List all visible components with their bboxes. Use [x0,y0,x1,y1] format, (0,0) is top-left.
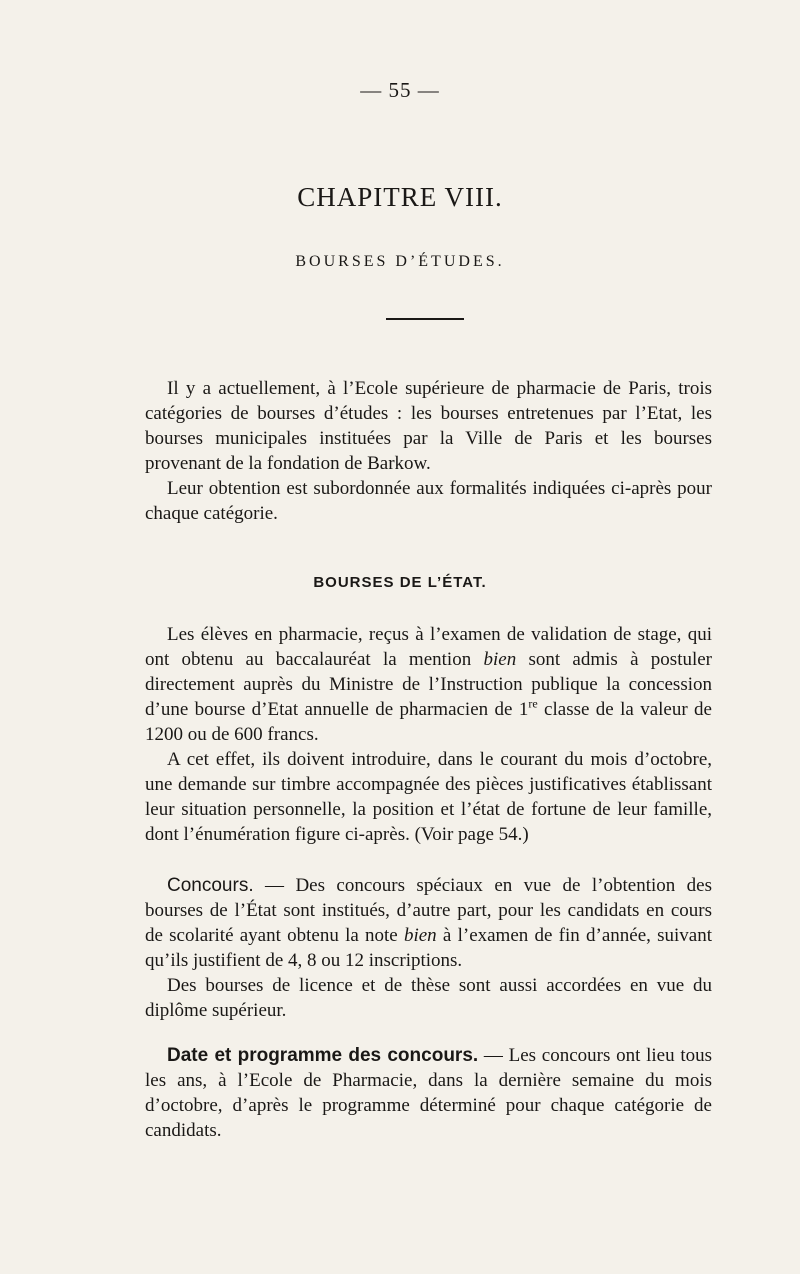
section-heading-bourses-etat: BOURSES DE L’ÉTAT. [313,574,487,591]
date-programme-section [145,1043,712,1143]
concours-p1-text-a: Des concours spéciaux en vue de l’obtention des bourses de l’État sont institués, d’autre part, pour les candidats en cours de scolarité ayant obtenu la note [145,875,712,946]
etat-paragraph-1 [145,622,712,747]
date-programme-run-in-heading: Date et programme des concours. [167,1045,479,1066]
etat-p1-text-b: sont admis à postuler directement auprès du Ministre de l’Instruction publique la concession d’une bourse d’Etat annuelle de pharmacien de 1 [145,649,713,720]
etat-paragraph-2: A cet effet, ils doivent introduire, dans le courant du mois d’octobre, une demande sur timbre accompagnée des pièces justificatives établissant leur situation personnelle, la position et l’état de fortune de leur famille, dont l’énumération figure ci-après. (Voir page 54.) [145,749,712,845]
date-programme-text: Les concours ont lieu tous les ans, à l’Ecole de Pharmacie, dans la dernière semaine du mois d’octobre, d’après le programme déterminé pour chaque catégorie de candidats. [145,1045,712,1141]
concours-dash: — [253,875,296,896]
intro-section [145,376,712,526]
divider-rule [386,318,464,320]
concours-p1-emphasis: bien [403,925,437,946]
page-number: — 55 — [360,78,440,102]
intro-paragraph-1: Il y a actuellement, à l’Ecole supérieure de pharmacie de Paris, trois catégories de bourses d’études : les bourses entretenues par l’Etat, les bourses municipales instituées par la Ville de Paris et les bourses provenant de la fondation de Barkow. [145,378,712,474]
etat-p1-text-a: Les élèves en pharmacie, reçus à l’examen de validation de stage, qui ont obtenu au baccalauréat la mention [145,624,712,670]
etat-p1-superscript: re [528,696,538,711]
concours-paragraph-1 [145,873,712,973]
chapter-title: CHAPITRE VIII. [297,182,503,212]
concours-section [145,873,712,1023]
etat-section [145,622,712,847]
chapter-subtitle: BOURSES D’ÉTUDES. [295,253,505,270]
concours-paragraph-2: Des bourses de licence et de thèse sont aussi accordées en vue du diplôme supérieur. [145,975,712,1021]
concours-p1-text-b: à l’examen de fin d’année, suivant qu’ils justifient de 4, 8 ou 12 inscriptions. [145,925,712,971]
etat-p1-emphasis: bien [483,649,517,670]
intro-paragraph-2: Leur obtention est subordonnée aux formalités indiquées ci-après pour chaque catégorie. [145,478,712,524]
date-programme-dash: — [478,1045,509,1066]
etat-p1-text-c: classe de la valeur de 1200 ou de 600 francs. [145,699,712,745]
date-programme-paragraph [145,1043,712,1143]
concours-run-in-heading: Concours. [167,875,254,896]
